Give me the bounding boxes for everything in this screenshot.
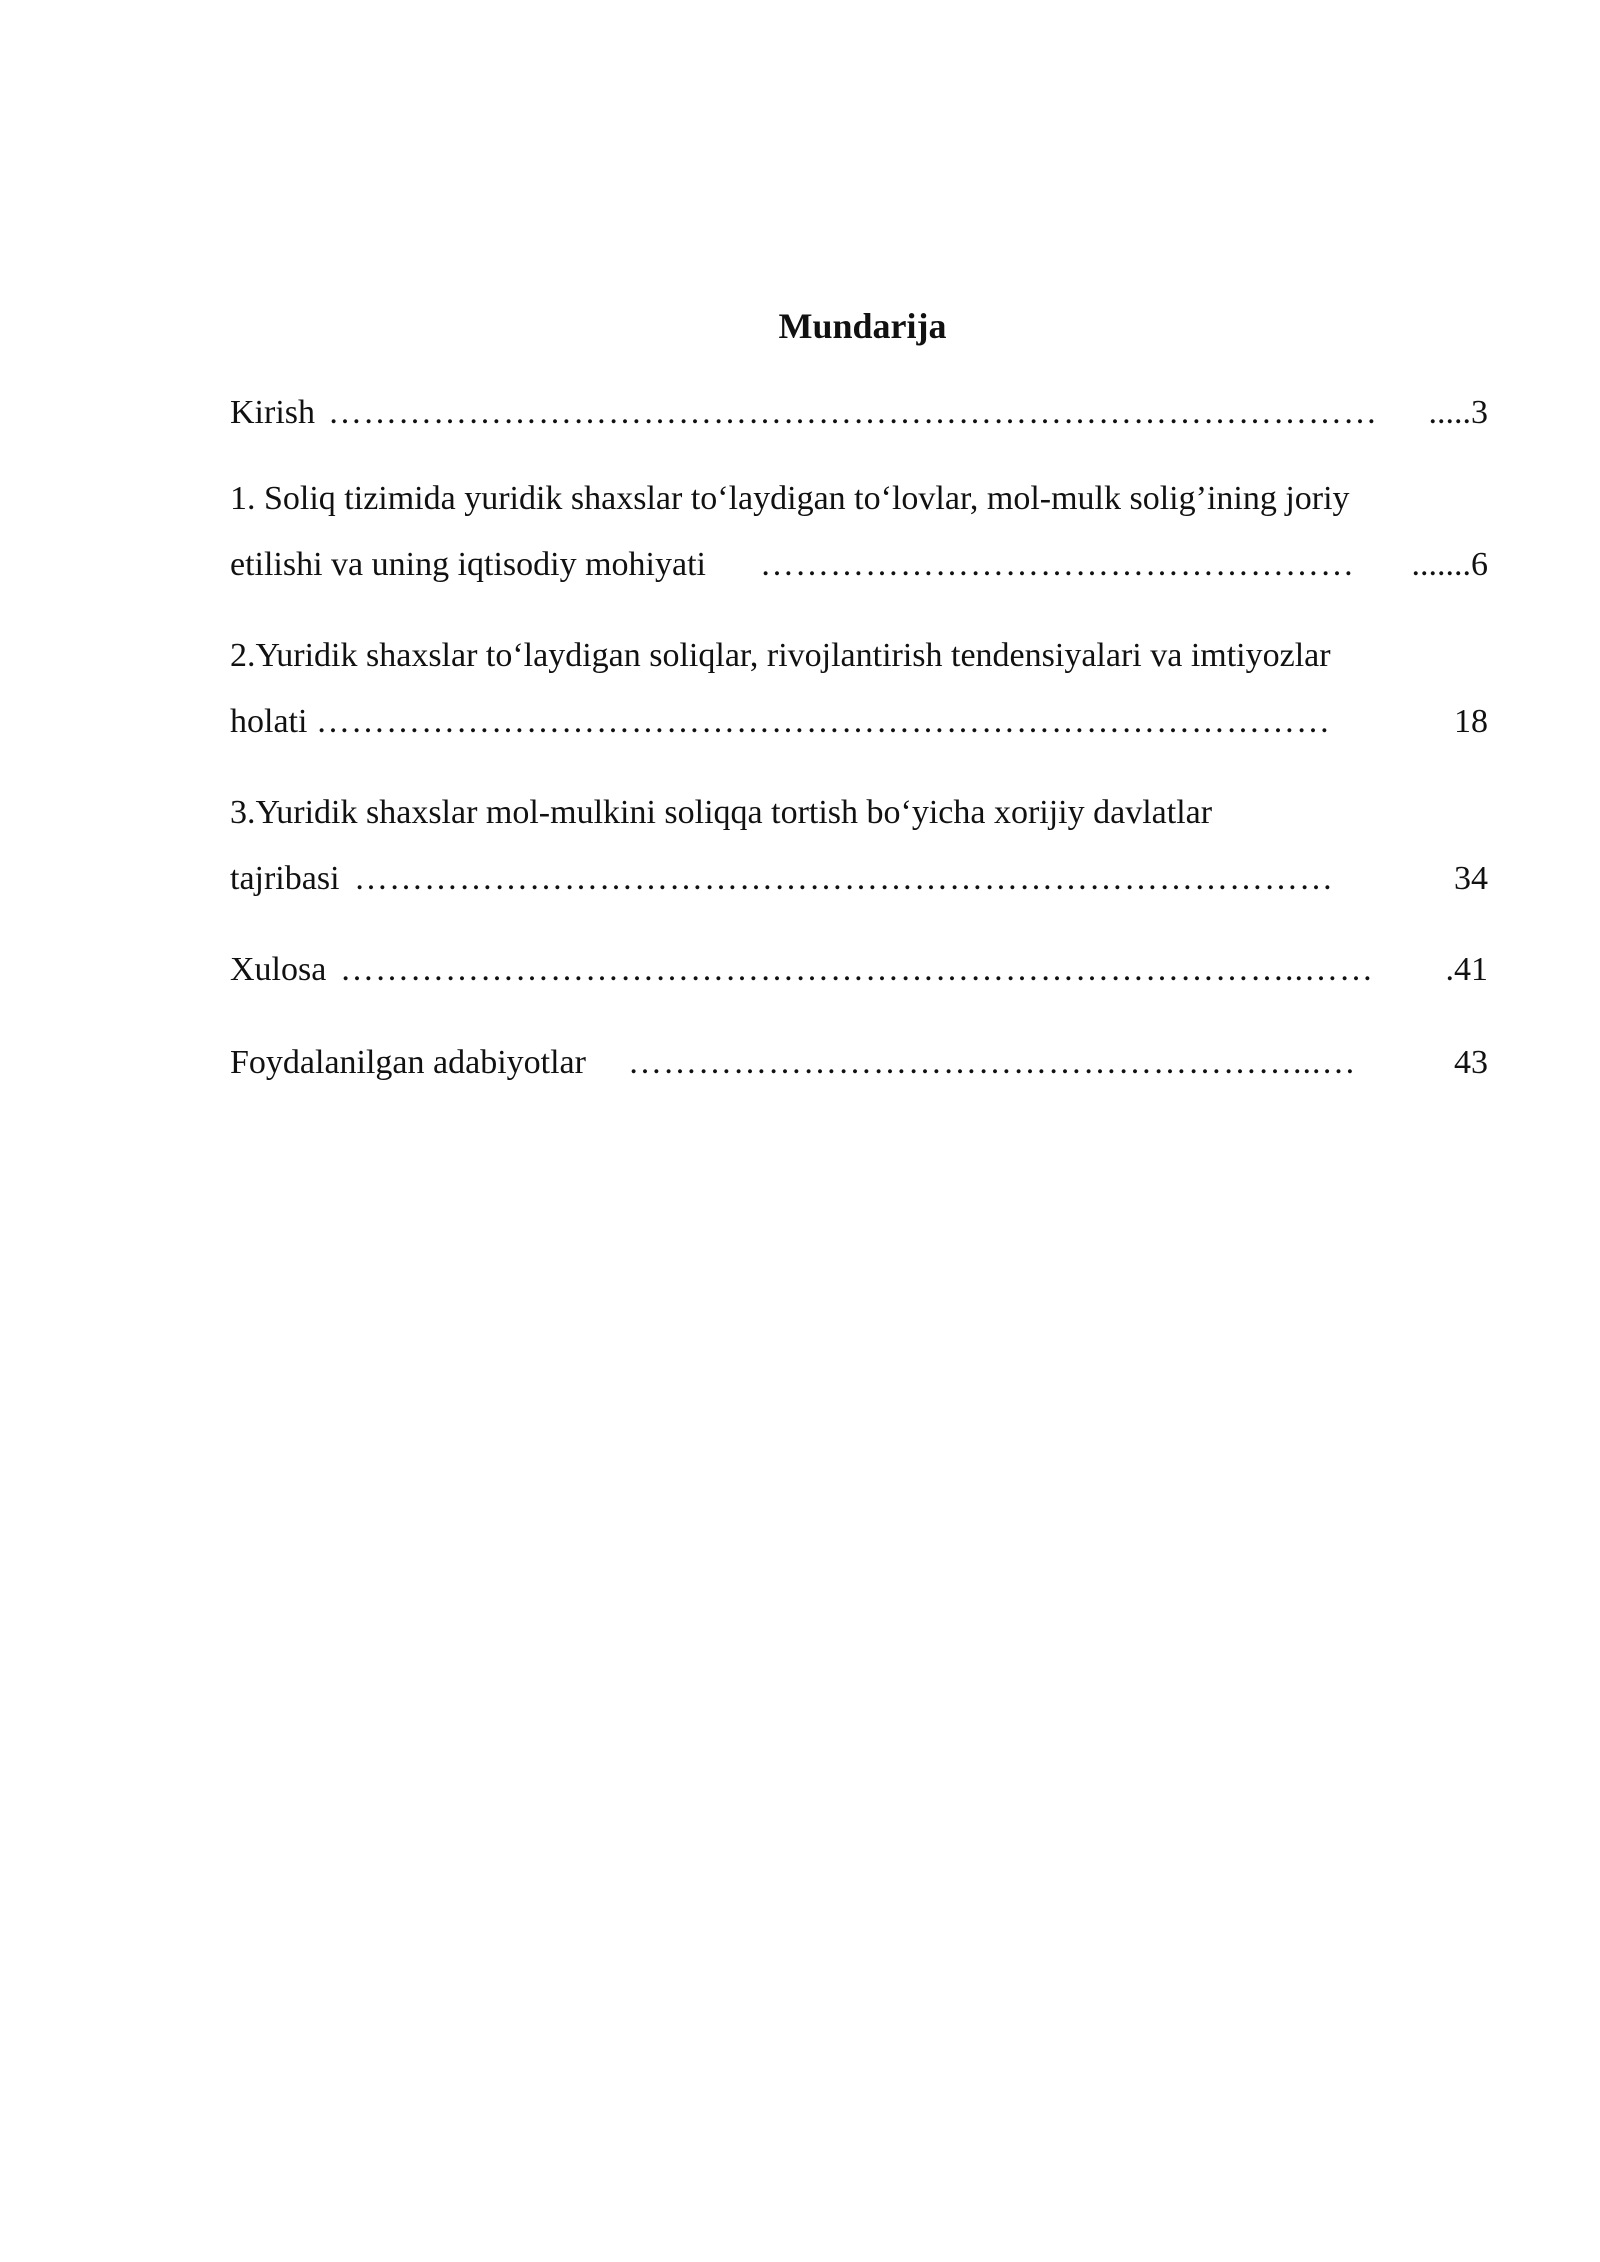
toc-leader-dots: ………………………………………………………………………..…… [340,951,1374,988]
toc-entry-kirish[interactable] [230,390,1488,436]
toc-entry-label: Foydalanilgan adabiyotlar [230,1044,586,1081]
toc-line [230,390,1488,436]
toc-line [230,947,1488,993]
toc-entry-label: tajribasi [230,860,340,897]
toc-page-number: .41 [1445,951,1488,988]
toc-page-number: 34 [1454,860,1488,897]
toc-leader-dots: …………………………………………………...… [628,1044,1357,1081]
toc-entry-2[interactable] [230,633,1488,745]
toc-leader-dots: …………………………………………………………………………… [316,703,1331,740]
toc-line [230,1040,1488,1086]
toc-leader-dots: ……………………………………………………………………………… [328,394,1378,431]
toc-line [230,542,1488,588]
toc-title: Mundarija [778,306,947,346]
toc-entry-label: holati [230,703,308,740]
toc-entry-xulosa[interactable] [230,947,1488,993]
toc-line [230,856,1488,902]
toc-page-number: .......6 [1411,546,1488,583]
toc-entry-3[interactable] [230,790,1488,902]
toc-page-number: 18 [1454,703,1488,740]
toc-entry-label: Kirish [230,394,315,431]
toc-entry-foydalanilgan-adabiyotlar[interactable] [230,1040,1488,1086]
toc-entry-label-line: 1. Soliq tizimida yuridik shaxslar to‘laydigan to‘lovlar, mol-mulk solig’ining joriy [230,480,1350,517]
toc-page-number: 43 [1454,1044,1488,1081]
toc-entry-1[interactable] [230,476,1488,588]
toc-entry-label: Xulosa [230,951,327,988]
toc-leader-dots: …………………………………………… [760,546,1355,583]
toc-leader-dots: ………………………………………………………………………… [354,860,1334,897]
toc-entry-label-line: 3.Yuridik shaxslar mol-mulkini soliqqa tortish bo‘yicha xorijiy davlatlar [230,794,1213,831]
toc-entry-label: etilishi va uning iqtisodiy mohiyati [230,546,706,583]
toc-page-number: .....3 [1428,394,1488,431]
toc-line [230,699,1488,745]
toc-entry-label-line: 2.Yuridik shaxslar to‘laydigan soliqlar, rivojlantirish tendensiyalari va imtiyozlar [230,637,1331,674]
